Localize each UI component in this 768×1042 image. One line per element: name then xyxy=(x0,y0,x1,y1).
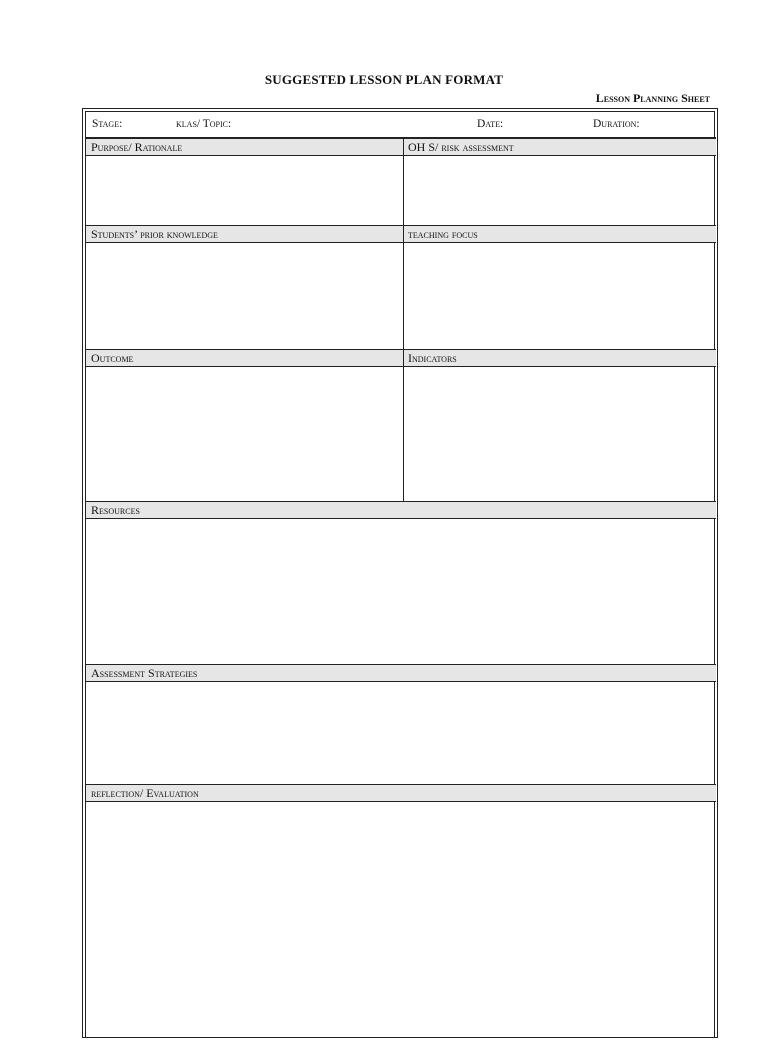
lesson-plan-table xyxy=(85,111,715,1037)
prior-knowledge-header: Students’ prior knowledge xyxy=(86,225,403,243)
document-subtitle: Lesson Planning Sheet xyxy=(595,91,710,105)
lesson-plan-sheet xyxy=(82,108,718,1038)
purpose-box[interactable] xyxy=(86,156,403,225)
resources-header: Resources xyxy=(86,501,716,519)
outcome-box[interactable] xyxy=(86,367,403,501)
indicators-header: Indicators xyxy=(403,349,716,367)
stage-row xyxy=(86,112,716,138)
teaching-focus-box[interactable] xyxy=(404,243,716,349)
indicators-box[interactable] xyxy=(404,367,716,501)
reflection-box[interactable] xyxy=(86,802,716,1042)
ohs-box[interactable] xyxy=(404,156,716,225)
column-divider xyxy=(403,138,404,501)
purpose-header: Purpose/ Rationale xyxy=(86,138,403,156)
prior-knowledge-box[interactable] xyxy=(86,243,403,349)
outcome-header: Outcome xyxy=(86,349,403,367)
duration-field-label: Duration: xyxy=(593,118,640,130)
reflection-header: reflection/ Evaluation xyxy=(86,784,716,802)
teaching-focus-header: teaching focus xyxy=(403,225,716,243)
document-title: SUGGESTED LESSON PLAN FORMAT xyxy=(264,72,504,87)
assessment-header: Assessment Strategies xyxy=(86,664,716,682)
date-field-label: Date: xyxy=(477,118,504,130)
assessment-box[interactable] xyxy=(86,682,716,784)
stage-field-label: Stage: xyxy=(92,118,123,130)
ohs-header: OH S/ risk assessment xyxy=(403,138,716,156)
klas-topic-field-label: klas/ Topic: xyxy=(176,118,232,130)
resources-box[interactable] xyxy=(86,522,716,664)
